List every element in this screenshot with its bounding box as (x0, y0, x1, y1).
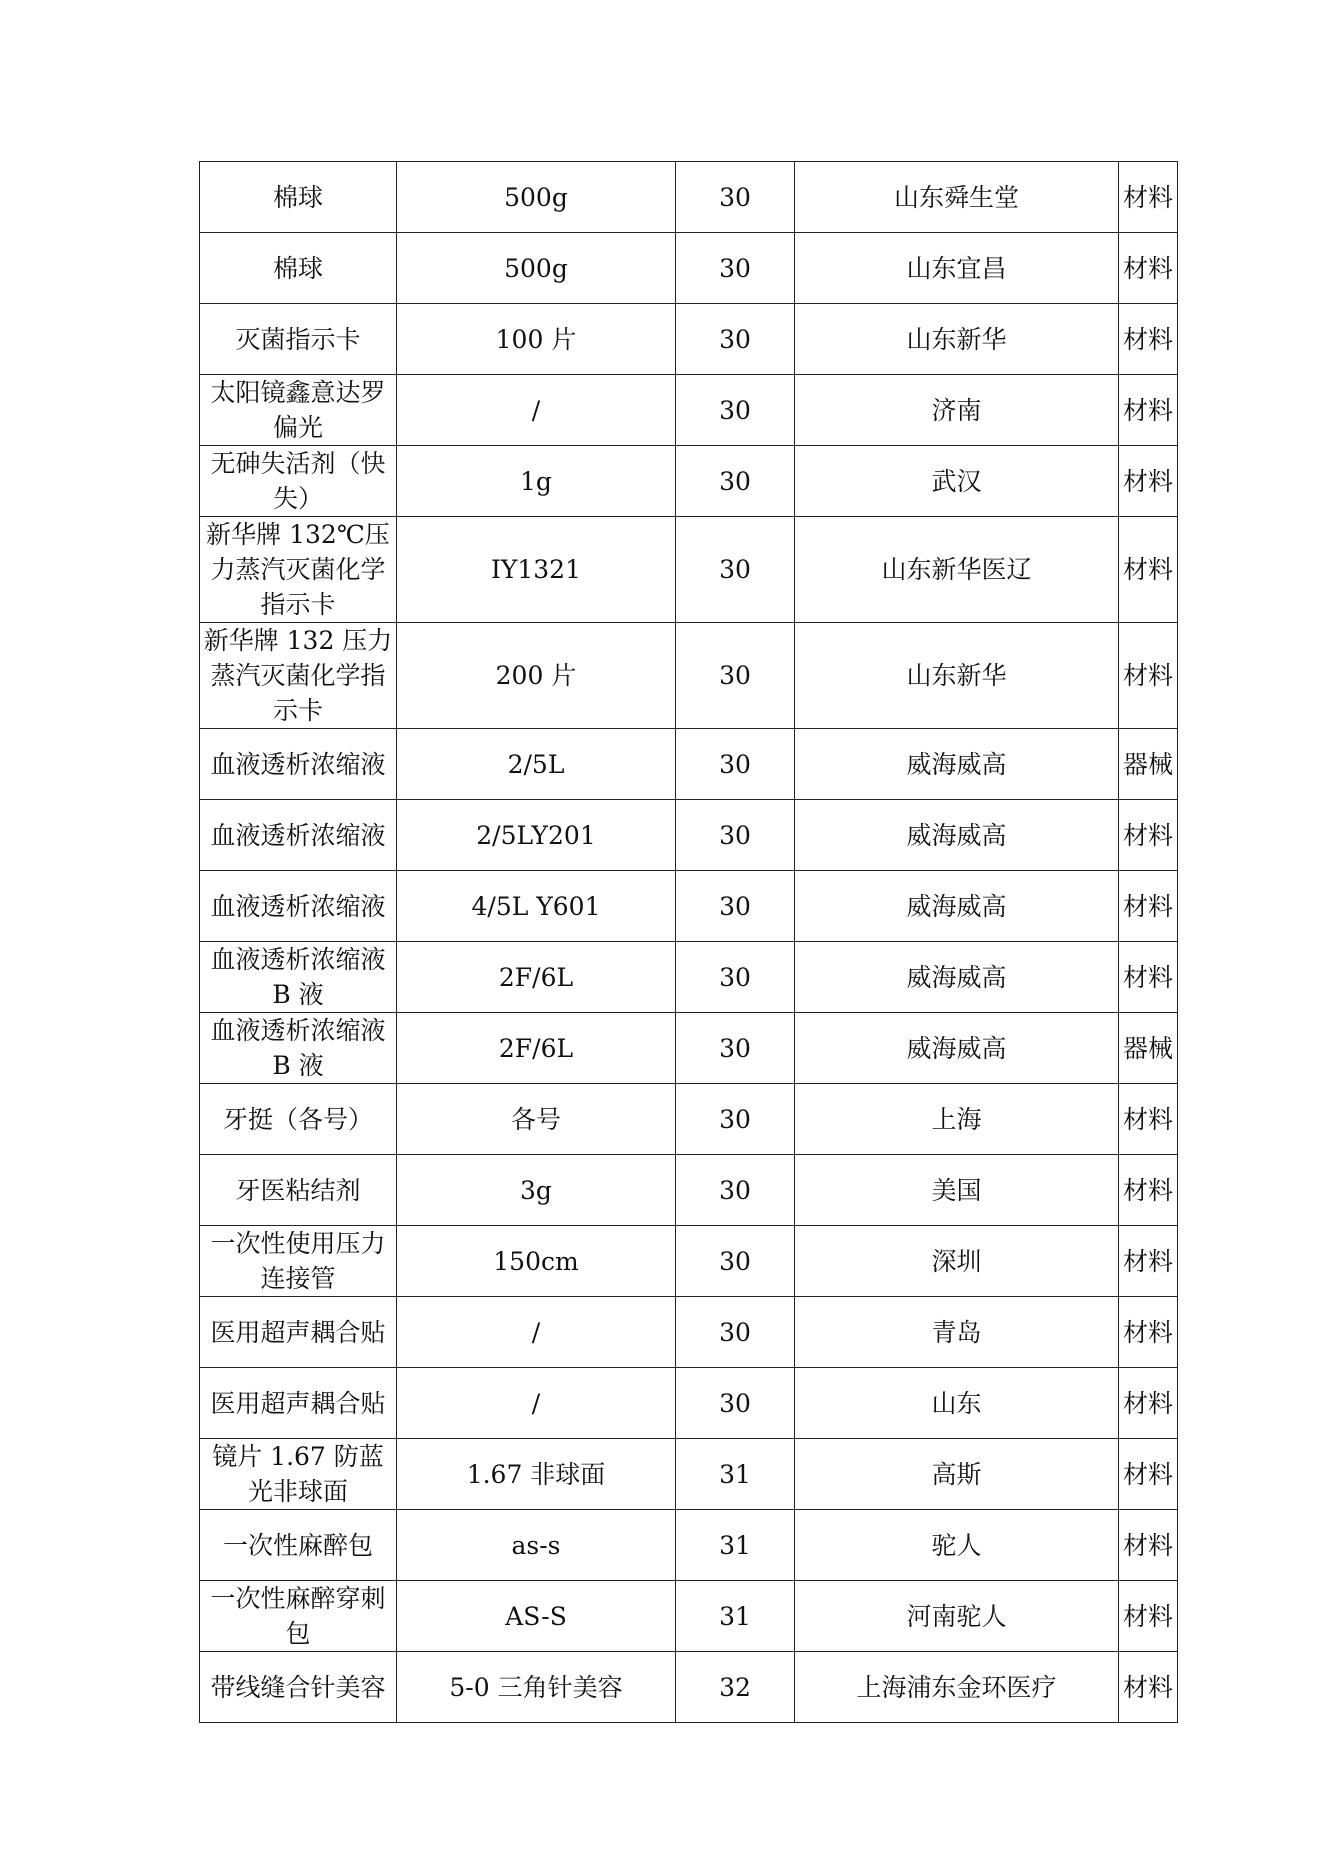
item-spec-cell: 150cm (397, 1226, 676, 1297)
table-row (200, 729, 1178, 800)
item-spec-cell: 2/5L (397, 729, 676, 800)
item-maker-cell: 驼人 (795, 1510, 1119, 1581)
table-row (200, 871, 1178, 942)
item-spec-cell: 2/5LY201 (397, 800, 676, 871)
item-qty-cell: 30 (676, 800, 795, 871)
item-qty-cell: 30 (676, 233, 795, 304)
table-row (200, 517, 1178, 623)
item-type-cell: 材料 (1119, 800, 1178, 871)
item-qty-cell: 30 (676, 623, 795, 729)
item-type-cell: 材料 (1119, 1652, 1178, 1723)
item-name-cell: 新华牌 132℃压力蒸汽灭菌化学指示卡 (200, 517, 397, 623)
item-name-cell: 牙医粘结剂 (200, 1155, 397, 1226)
item-spec-cell: 2F/6L (397, 1013, 676, 1084)
item-spec-cell: AS-S (397, 1581, 676, 1652)
item-maker-cell: 山东 (795, 1368, 1119, 1439)
item-name-cell: 血液透析浓缩液 (200, 871, 397, 942)
table-row (200, 446, 1178, 517)
item-maker-cell: 上海 (795, 1084, 1119, 1155)
item-qty-cell: 30 (676, 375, 795, 446)
item-maker-cell: 山东新华医辽 (795, 517, 1119, 623)
item-type-cell: 材料 (1119, 1439, 1178, 1510)
item-type-cell: 材料 (1119, 1297, 1178, 1368)
item-spec-cell: / (397, 375, 676, 446)
item-maker-cell: 威海威高 (795, 1013, 1119, 1084)
item-maker-cell: 山东新华 (795, 304, 1119, 375)
item-spec-cell: 5-0 三角针美容 (397, 1652, 676, 1723)
item-name-cell: 太阳镜鑫意达罗偏光 (200, 375, 397, 446)
item-type-cell: 材料 (1119, 1155, 1178, 1226)
item-name-cell: 镜片 1.67 防蓝光非球面 (200, 1439, 397, 1510)
item-name-cell: 牙挺（各号） (200, 1084, 397, 1155)
table-row (200, 1155, 1178, 1226)
item-qty-cell: 30 (676, 871, 795, 942)
item-type-cell: 器械 (1119, 1013, 1178, 1084)
item-name-cell: 棉球 (200, 233, 397, 304)
table-row (200, 800, 1178, 871)
item-name-cell: 血液透析浓缩液 B 液 (200, 1013, 397, 1084)
item-name-cell: 带线缝合针美容 (200, 1652, 397, 1723)
item-qty-cell: 30 (676, 1368, 795, 1439)
table-row (200, 1510, 1178, 1581)
item-maker-cell: 威海威高 (795, 871, 1119, 942)
item-spec-cell: 3g (397, 1155, 676, 1226)
table-row (200, 1652, 1178, 1723)
item-spec-cell: as-s (397, 1510, 676, 1581)
table-row (200, 1084, 1178, 1155)
item-type-cell: 材料 (1119, 517, 1178, 623)
item-qty-cell: 31 (676, 1510, 795, 1581)
table-row (200, 1013, 1178, 1084)
table-row (200, 162, 1178, 233)
item-spec-cell: 200 片 (397, 623, 676, 729)
item-name-cell: 灭菌指示卡 (200, 304, 397, 375)
item-name-cell: 医用超声耦合贴 (200, 1368, 397, 1439)
item-maker-cell: 济南 (795, 375, 1119, 446)
item-name-cell: 无砷失活剂（快失） (200, 446, 397, 517)
item-qty-cell: 30 (676, 1226, 795, 1297)
item-spec-cell: / (397, 1368, 676, 1439)
table-row (200, 1439, 1178, 1510)
item-maker-cell: 武汉 (795, 446, 1119, 517)
item-spec-cell: 1.67 非球面 (397, 1439, 676, 1510)
item-qty-cell: 30 (676, 446, 795, 517)
item-maker-cell: 深圳 (795, 1226, 1119, 1297)
item-name-cell: 棉球 (200, 162, 397, 233)
item-qty-cell: 30 (676, 1013, 795, 1084)
item-qty-cell: 32 (676, 1652, 795, 1723)
table-row (200, 304, 1178, 375)
item-type-cell: 材料 (1119, 375, 1178, 446)
item-type-cell: 材料 (1119, 1510, 1178, 1581)
item-qty-cell: 30 (676, 1155, 795, 1226)
item-spec-cell: IY1321 (397, 517, 676, 623)
item-name-cell: 一次性麻醉穿刺包 (200, 1581, 397, 1652)
item-maker-cell: 威海威高 (795, 800, 1119, 871)
table-row (200, 1226, 1178, 1297)
item-maker-cell: 威海威高 (795, 942, 1119, 1013)
item-type-cell: 材料 (1119, 233, 1178, 304)
item-spec-cell: 100 片 (397, 304, 676, 375)
item-maker-cell: 高斯 (795, 1439, 1119, 1510)
item-qty-cell: 30 (676, 729, 795, 800)
item-name-cell: 血液透析浓缩液 (200, 729, 397, 800)
item-type-cell: 材料 (1119, 446, 1178, 517)
item-qty-cell: 30 (676, 162, 795, 233)
item-qty-cell: 30 (676, 1084, 795, 1155)
item-maker-cell: 青岛 (795, 1297, 1119, 1368)
item-spec-cell: 4/5L Y601 (397, 871, 676, 942)
item-type-cell: 材料 (1119, 1226, 1178, 1297)
item-type-cell: 器械 (1119, 729, 1178, 800)
item-qty-cell: 31 (676, 1581, 795, 1652)
table-row (200, 1581, 1178, 1652)
supplies-table (199, 161, 1178, 1723)
table-row (200, 623, 1178, 729)
table-row (200, 1297, 1178, 1368)
item-qty-cell: 30 (676, 1297, 795, 1368)
item-type-cell: 材料 (1119, 942, 1178, 1013)
item-type-cell: 材料 (1119, 871, 1178, 942)
item-type-cell: 材料 (1119, 162, 1178, 233)
item-name-cell: 血液透析浓缩液 (200, 800, 397, 871)
item-qty-cell: 30 (676, 304, 795, 375)
item-maker-cell: 河南驼人 (795, 1581, 1119, 1652)
item-qty-cell: 30 (676, 517, 795, 623)
item-maker-cell: 美国 (795, 1155, 1119, 1226)
item-name-cell: 一次性使用压力连接管 (200, 1226, 397, 1297)
item-name-cell: 一次性麻醉包 (200, 1510, 397, 1581)
item-type-cell: 材料 (1119, 1368, 1178, 1439)
item-type-cell: 材料 (1119, 623, 1178, 729)
item-maker-cell: 山东新华 (795, 623, 1119, 729)
item-spec-cell: 500g (397, 233, 676, 304)
item-type-cell: 材料 (1119, 1084, 1178, 1155)
item-type-cell: 材料 (1119, 1581, 1178, 1652)
item-name-cell: 医用超声耦合贴 (200, 1297, 397, 1368)
item-spec-cell: 2F/6L (397, 942, 676, 1013)
item-maker-cell: 上海浦东金环医疗 (795, 1652, 1119, 1723)
item-qty-cell: 31 (676, 1439, 795, 1510)
item-type-cell: 材料 (1119, 304, 1178, 375)
item-name-cell: 血液透析浓缩液 B 液 (200, 942, 397, 1013)
table-row (200, 942, 1178, 1013)
item-maker-cell: 山东宜昌 (795, 233, 1119, 304)
item-spec-cell: 1g (397, 446, 676, 517)
item-spec-cell: / (397, 1297, 676, 1368)
item-name-cell: 新华牌 132 压力蒸汽灭菌化学指示卡 (200, 623, 397, 729)
item-spec-cell: 500g (397, 162, 676, 233)
item-maker-cell: 威海威高 (795, 729, 1119, 800)
table-row (200, 233, 1178, 304)
item-maker-cell: 山东舜生堂 (795, 162, 1119, 233)
item-spec-cell: 各号 (397, 1084, 676, 1155)
table-row (200, 1368, 1178, 1439)
table-row (200, 375, 1178, 446)
item-qty-cell: 30 (676, 942, 795, 1013)
